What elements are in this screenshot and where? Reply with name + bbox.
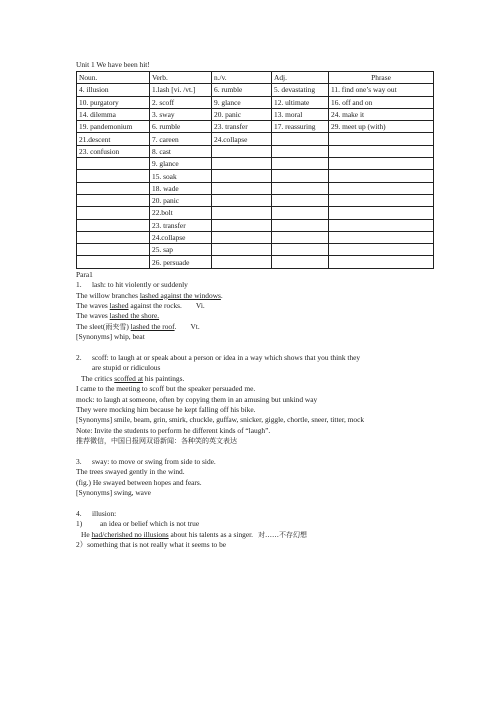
example-text: The waves xyxy=(76,311,110,321)
table-cell xyxy=(329,145,434,157)
table-cell: 23. confusion xyxy=(77,145,150,157)
example-sentence: I came to the meeting to scoff but the speaker persuaded me. xyxy=(76,384,256,394)
example-sentence xyxy=(76,530,436,540)
table-row xyxy=(77,207,434,219)
underlined-phrase: scoffed at xyxy=(114,373,144,383)
table-cell xyxy=(272,170,329,182)
table-row xyxy=(77,256,434,268)
table-cell: 12. ultimate xyxy=(272,96,329,108)
table-cell xyxy=(272,145,329,157)
synonyms-line: [Synonyms] swing, wave xyxy=(76,488,151,498)
table-cell: 6. rumble xyxy=(150,121,212,133)
table-cell xyxy=(272,133,329,145)
table-cell xyxy=(212,170,272,182)
unit-title: Unit 1 We have been hit! xyxy=(76,60,150,69)
table-cell xyxy=(329,194,434,206)
table-cell xyxy=(77,231,150,243)
table-cell xyxy=(329,133,434,145)
table-cell xyxy=(329,158,434,170)
table-cell: 7. careen xyxy=(150,133,212,145)
table-row xyxy=(77,219,434,231)
example-sentence xyxy=(76,374,436,384)
table-cell xyxy=(77,207,150,219)
entry-scoff-definition xyxy=(76,353,436,363)
chinese-gloss: 雨夹雪 xyxy=(105,322,127,331)
vocabulary-table xyxy=(76,71,434,269)
table-cell xyxy=(212,256,272,268)
example-text: . xyxy=(174,321,177,331)
table-cell: 15. soak xyxy=(150,170,212,182)
table-cell xyxy=(272,207,329,219)
table-cell xyxy=(77,194,150,206)
definition-text: an idea or belief which is not true xyxy=(100,519,200,529)
table-cell xyxy=(272,256,329,268)
table-cell: 19. pandemonium xyxy=(77,121,150,133)
table-cell xyxy=(272,158,329,170)
definition-continuation: are stupid or ridiculous xyxy=(92,363,161,373)
example-sentence xyxy=(76,322,436,332)
table-cell xyxy=(77,244,150,256)
entry-illusion-heading xyxy=(76,509,436,519)
example-sentence xyxy=(76,311,436,321)
table-cell xyxy=(212,194,272,206)
table-cell: 24.collapse xyxy=(212,133,272,145)
entry-number: 2. xyxy=(76,352,82,362)
grammar-tag: Vt. xyxy=(190,321,200,331)
definition-text: scoff: to laugh at or speak about a person or idea in a way which shows that you think they xyxy=(92,352,361,362)
table-cell: 29. meet up (with) xyxy=(329,121,434,133)
table-cell: 25. sap xyxy=(150,244,212,256)
definition-text: sway: to move or swing from side to side. xyxy=(92,457,216,467)
grammar-tag: Vi. xyxy=(195,300,205,310)
table-cell: 20. panic xyxy=(212,108,272,120)
table-cell: 6. rumble xyxy=(212,84,272,96)
table-cell: 14. dilemma xyxy=(77,108,150,120)
table-cell: 11. find one’s way out xyxy=(329,84,434,96)
table-cell xyxy=(212,244,272,256)
table-cell xyxy=(329,182,434,194)
example-text: The critics xyxy=(81,373,115,383)
table-row xyxy=(77,96,434,108)
example-text: his paintings. xyxy=(143,373,185,383)
example-text: about his talents as a singer. xyxy=(168,529,254,539)
header-noun-verb: n./v. xyxy=(212,72,272,84)
table-cell xyxy=(212,207,272,219)
table-row xyxy=(77,108,434,120)
table-row xyxy=(77,194,434,206)
entry-number: 3. xyxy=(76,457,82,467)
table-cell xyxy=(329,231,434,243)
example-sentence: They were mocking him because he kept falling off his bike. xyxy=(76,405,256,415)
table-cell: 9. glance xyxy=(150,158,212,170)
para-label: Para1 xyxy=(76,269,93,279)
example-text: The willow branches xyxy=(76,290,140,300)
table-row xyxy=(77,158,434,170)
sense-1-definition xyxy=(76,519,436,529)
chinese-note: 推荐微信，中国日报网双语新闻：各种笑的英文表达 xyxy=(76,437,237,446)
table-cell: 18. wade xyxy=(150,182,212,194)
table-row xyxy=(77,145,434,157)
table-cell: 23. transfer xyxy=(212,121,272,133)
table-row xyxy=(77,133,434,145)
underlined-phrase: lashed xyxy=(109,300,129,310)
table-cell xyxy=(77,219,150,231)
header-phrase: Phrase xyxy=(329,72,434,84)
entry-number: 4. xyxy=(76,509,82,519)
document-page xyxy=(76,58,436,551)
table-cell: 8. cast xyxy=(150,145,212,157)
table-cell: 13. moral xyxy=(272,108,329,120)
table-cell: 16. off and on xyxy=(329,96,434,108)
sense-number: 1) xyxy=(76,519,83,529)
table-cell xyxy=(77,158,150,170)
table-cell xyxy=(329,170,434,182)
table-cell xyxy=(272,231,329,243)
table-cell xyxy=(212,182,272,194)
table-cell xyxy=(212,231,272,243)
example-text: ) xyxy=(126,321,131,331)
chinese-gloss: 对……不存幻想 xyxy=(258,530,308,539)
table-row xyxy=(77,170,434,182)
table-row xyxy=(77,244,434,256)
table-cell: 24. make it xyxy=(329,108,434,120)
table-row xyxy=(77,231,434,243)
table-body xyxy=(77,84,434,268)
table-cell: 3. sway xyxy=(150,108,212,120)
table-cell: 20. panic xyxy=(150,194,212,206)
entry-number: 1. xyxy=(76,280,82,290)
table-cell: 23. transfer xyxy=(150,219,212,231)
header-noun: Noun. xyxy=(77,72,150,84)
table-cell: 9. glance xyxy=(212,96,272,108)
example-text: The sleet( xyxy=(76,321,106,331)
table-cell xyxy=(329,219,434,231)
example-text: The waves xyxy=(76,300,110,310)
table-cell: 21.descent xyxy=(77,133,150,145)
underlined-phrase: lashed against the windows xyxy=(139,290,221,300)
table-cell: 26. persuade xyxy=(150,256,212,268)
sense-2-definition: 2）something that is not really what it seems to be xyxy=(76,540,227,550)
entry-sway-definition xyxy=(76,457,436,467)
definition-text: lash: to hit violently or suddenly xyxy=(92,280,188,290)
table-cell xyxy=(329,244,434,256)
notes-body xyxy=(76,270,436,551)
table-row xyxy=(77,84,434,96)
table-cell xyxy=(77,256,150,268)
header-verb: Verb. xyxy=(150,72,212,84)
example-sentence: The trees swayed gently in the wind. xyxy=(76,467,185,477)
example-text: He xyxy=(81,529,92,539)
table-cell xyxy=(77,170,150,182)
underlined-phrase: lashed the roof xyxy=(130,321,175,331)
table-cell xyxy=(212,158,272,170)
table-cell xyxy=(329,256,434,268)
table-cell xyxy=(272,194,329,206)
table-cell: 24.collapse xyxy=(150,231,212,243)
table-cell xyxy=(77,182,150,194)
table-cell xyxy=(212,219,272,231)
entry-lash-definition xyxy=(76,280,436,290)
example-sentence xyxy=(76,291,436,301)
table-cell: 5. devastating xyxy=(272,84,329,96)
table-cell xyxy=(272,219,329,231)
example-text: . xyxy=(220,290,223,300)
table-cell: 1.lash [vi. /vt.] xyxy=(150,84,212,96)
table-cell: 4. illusion xyxy=(77,84,150,96)
mock-definition: mock: to laugh at someone, often by copying them in an amusing but unkind way xyxy=(76,394,318,404)
table-row xyxy=(77,182,434,194)
table-cell xyxy=(272,244,329,256)
table-cell: 17. reassuring xyxy=(272,121,329,133)
headword: illusion: xyxy=(92,509,117,519)
header-adj: Adj. xyxy=(272,72,329,84)
example-text: against the rocks. xyxy=(128,300,182,310)
table-cell xyxy=(329,207,434,219)
table-row xyxy=(77,121,434,133)
synonyms-line: [Synonyms] smile, beam, grin, smirk, chuckle, guffaw, snicker, giggle, chortle, sneer, titter, mock xyxy=(76,415,365,425)
teaching-note: Note: Invite the students to perform he different kinds of “laugh”. xyxy=(76,425,271,435)
table-cell xyxy=(272,182,329,194)
table-cell: 22.bolt xyxy=(150,207,212,219)
underlined-phrase: lashed the shore. xyxy=(109,311,160,321)
example-sentence xyxy=(76,301,436,311)
table-cell xyxy=(212,145,272,157)
table-cell: 10. purgatory xyxy=(77,96,150,108)
synonyms-line: [Synonyms] whip, beat xyxy=(76,332,145,342)
example-sentence: (fig.) He swayed between hopes and fears. xyxy=(76,477,202,487)
underlined-phrase: had/cherished no illusions xyxy=(91,529,169,539)
table-cell: 2. scoff xyxy=(150,96,212,108)
table-header-row xyxy=(77,72,434,84)
